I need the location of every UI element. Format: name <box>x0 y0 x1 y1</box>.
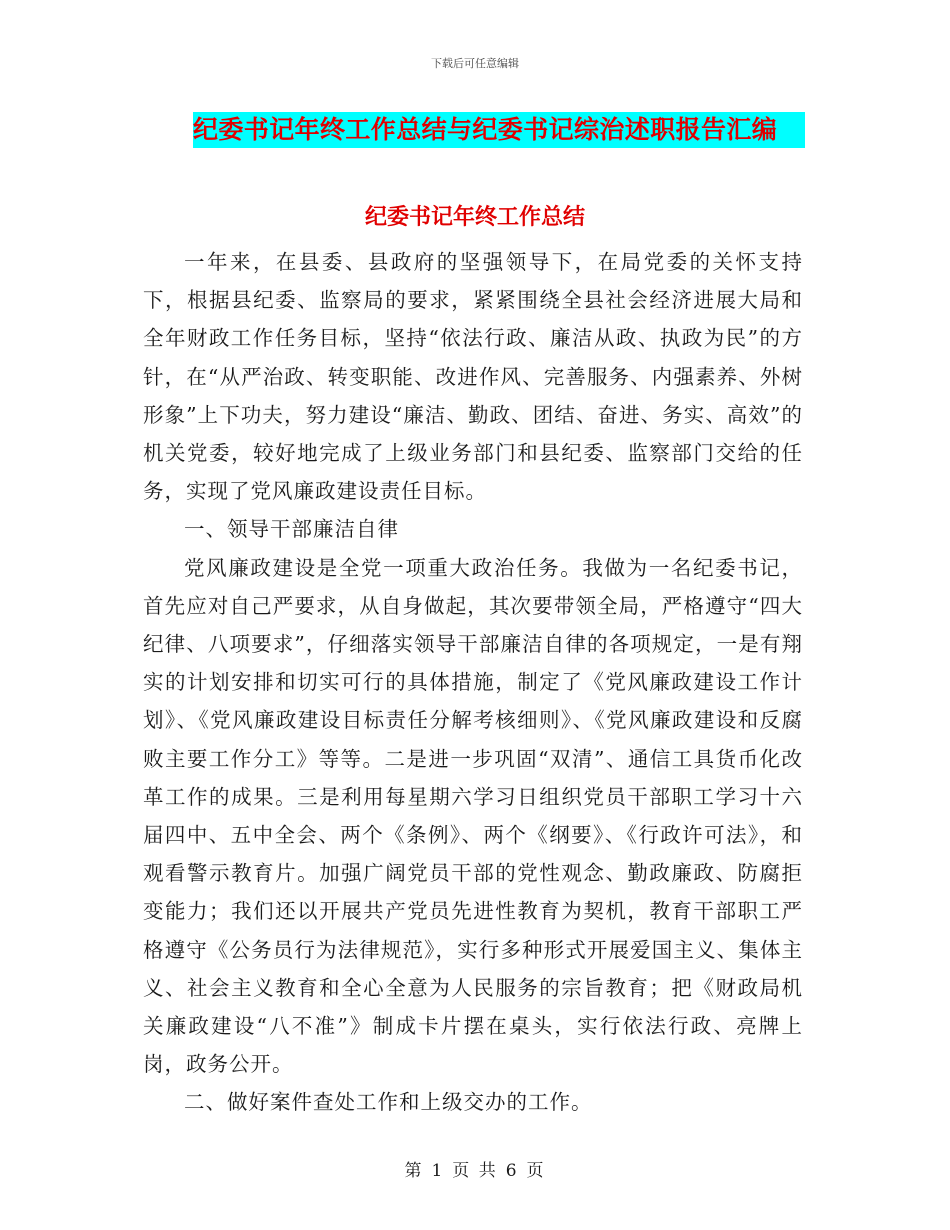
footer-prefix: 第 <box>404 1161 424 1181</box>
document-body <box>143 243 803 1122</box>
footer-total-pages: 6 <box>505 1161 519 1181</box>
footer-page-number: 1 <box>431 1161 445 1181</box>
section-title: 纪委书记年终工作总结 <box>364 205 585 230</box>
paragraph-heading-2: 二、做好案件查处工作和上级交办的工作。 <box>184 1090 593 1115</box>
footer-mid: 页 共 <box>452 1161 498 1181</box>
page-footer <box>0 1156 950 1181</box>
paragraph-heading-1: 一、领导干部廉洁自律 <box>184 517 399 542</box>
paragraph-self-discipline: 党风廉政建设是全党一项重大政治任务。我做为一名纪委书记，首先应对自己严要求，从自身做起，其次要带领全局，严格遵守“四大纪律、八项要求”，仔细落实领导干部廉洁自律的各项规定，一是有翔实的计划安排和切实可行的具体措施，制定了《党风廉政建设工作计划》、《党风廉政建设目标责任分解考核细则》、《党风廉政建设和反腐败主要工作分工》等等。二是进一步巩固“双清”、通信工具货币化改革工作的成果。三是利用每星期六学习日组织党员干部职工学习十六届四中、五中全会、两个《条例》、两个《纲要》、《行政许可法》，和观看警示教育片。加强广阔党员干部的党性观念、勤政廉政、防腐拒变能力；我们还以开展共产党员先进性教育为契机，教育干部职工严格遵守《公务员行为法律规范》，实行多种形式开展爱国主义、集体主义、社会主义教育和全心全意为人民服务的宗旨教育；把《财政局机关廉政建设“八不准”》制成卡片摆在桌头，实行依法行政、亮牌上岗，政务公开。 <box>143 555 803 1077</box>
document-title: 纪委书记年终工作总结与纪委书记综治述职报告汇编 <box>193 112 805 148</box>
paragraph-intro: 一年来，在县委、县政府的坚强领导下，在局党委的关怀支持下，根据县纪委、监察局的要求，紧紧围绕全县社会经济进展大局和全年财政工作任务目标，坚持“依法行政、廉洁从政、执政为民”的方针，在“从严治政、转变职能、改进作风、完善服务、内强素养、外树形象”上下功夫，努力建设“廉洁、勤政、团结、奋进、务实、高效”的机关党委，较好地完成了上级业务部门和县纪委、监察部门交给的任务，实现了党风廉政建设责任目标。 <box>143 250 803 504</box>
footer-suffix: 页 <box>526 1161 546 1181</box>
header-note: 下载后可任意编辑 <box>431 57 519 70</box>
